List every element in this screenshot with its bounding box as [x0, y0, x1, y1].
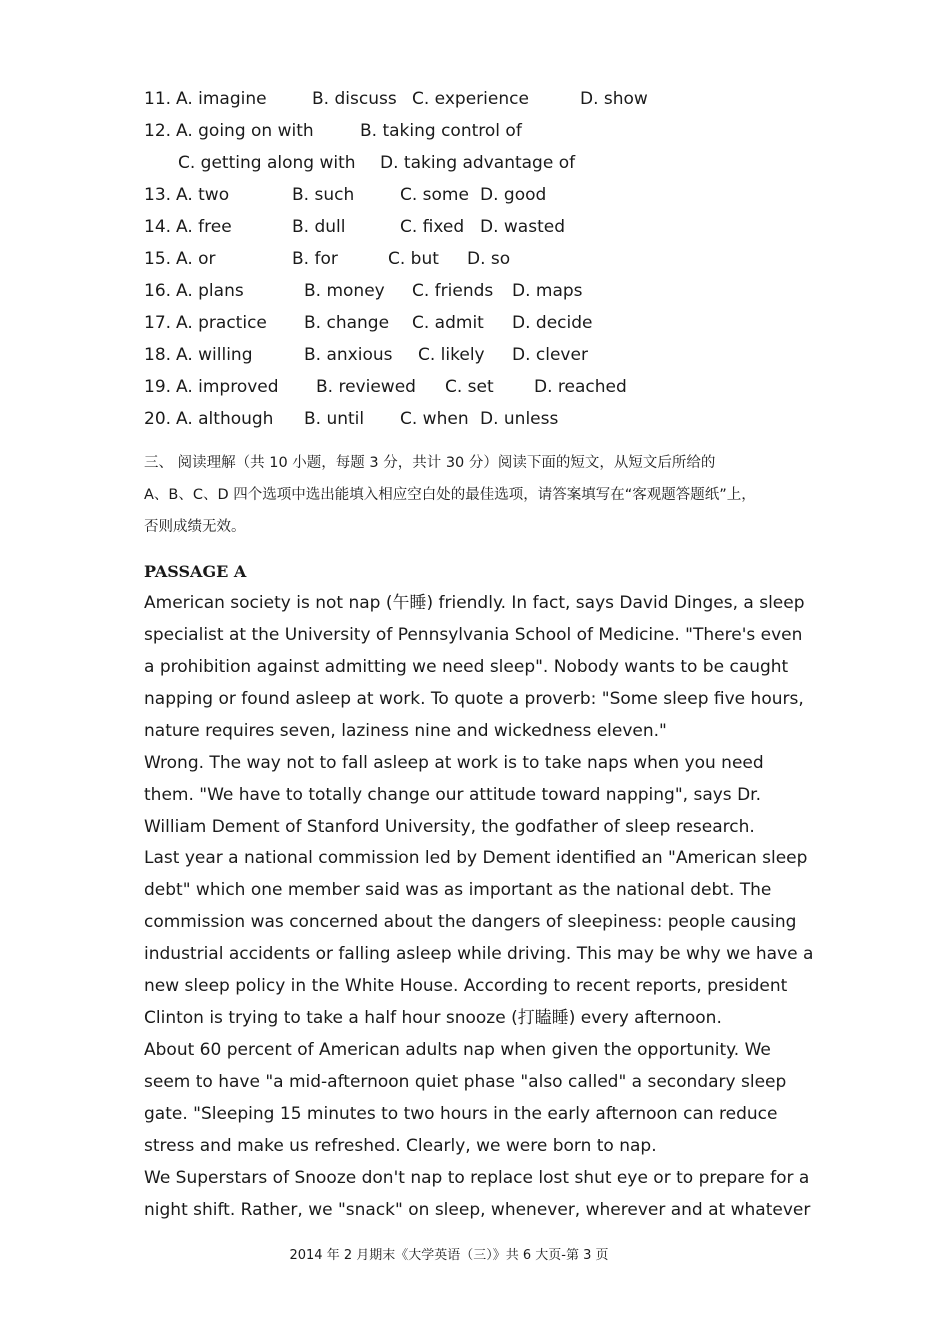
question-number: 11.: [144, 89, 172, 109]
passage-line: American society is not nap (午睡) friendly. In fact, says David Dinges, a sleep: [144, 593, 805, 613]
option-c: C. some: [400, 185, 469, 205]
passage-line: Last year a national commission led by Dement identified an "American sleep: [144, 848, 808, 868]
passage-line: industrial accidents or falling asleep while driving. This may be why we have a: [144, 944, 814, 964]
question-number: 16.: [144, 281, 172, 301]
option-c: C. set: [445, 377, 494, 397]
option-b: B. taking control of: [360, 121, 522, 141]
passage-line: nature requires seven, laziness nine and wickedness eleven.": [144, 721, 667, 741]
section-instructions-line-2: A、B、C、D 四个选项中选出能填入相应空白处的最佳选项，请答案填写在“客观题答题纸”上，: [144, 487, 756, 503]
question-number: 12.: [144, 121, 172, 141]
option-b: B. dull: [292, 217, 346, 237]
passage-line: debt" which one member said was as important as the national debt. The: [144, 880, 772, 900]
option-b: B. change: [304, 313, 390, 333]
question-16: [144, 278, 844, 304]
option-d: D. so: [467, 249, 511, 269]
option-d: D. good: [480, 185, 547, 205]
option-d: D. unless: [480, 409, 559, 429]
option-c: C. admit: [412, 313, 484, 333]
passage-line: Wrong. The way not to fall asleep at work is to take naps when you need: [144, 753, 764, 773]
passage-line: William Dement of Stanford University, the godfather of sleep research.: [144, 817, 755, 837]
section-instructions-line-3: 否则成绩无效。: [144, 519, 246, 535]
question-number: 18.: [144, 345, 172, 365]
option-d: D. clever: [512, 345, 588, 365]
passage-line: new sleep policy in the White House. According to recent reports, president: [144, 976, 788, 996]
footer-text: 2014 年 2 月期末《大学英语（三）》共 6 大页-第 3 页: [289, 1248, 609, 1263]
option-a: A. imagine: [176, 89, 267, 109]
passage-line: Clinton is trying to take a half hour snooze (打瞌睡) every afternoon.: [144, 1008, 722, 1028]
question-12-continued: [144, 150, 844, 176]
option-d: D. maps: [512, 281, 583, 301]
option-b: B. reviewed: [316, 377, 416, 397]
option-a: A. improved: [176, 377, 279, 397]
passage-line: them. "We have to totally change our attitude toward napping", says Dr.: [144, 785, 761, 805]
passage-line: night shift. Rather, we "snack" on sleep, whenever, wherever and at whatever: [144, 1200, 811, 1220]
option-b: B. until: [304, 409, 365, 429]
option-c: C. when: [400, 409, 469, 429]
option-c: C. fixed: [400, 217, 465, 237]
question-number: 15.: [144, 249, 172, 269]
passage-line: commission was concerned about the dangers of sleepiness: people causing: [144, 912, 797, 932]
question-number: 13.: [144, 185, 172, 205]
question-11: [144, 86, 844, 112]
option-d: D. reached: [534, 377, 627, 397]
option-a: A. two: [176, 185, 230, 205]
question-number: 20.: [144, 409, 172, 429]
option-a: A. plans: [176, 281, 244, 301]
option-b: B. for: [292, 249, 338, 269]
question-13: [144, 182, 844, 208]
passage-line: specialist at the University of Pennsylvania School of Medicine. "There's even: [144, 625, 803, 645]
passage-title: PASSAGE A: [144, 562, 247, 581]
option-c: C. but: [388, 249, 439, 269]
passage-line: napping or found asleep at work. To quote a proverb: "Some sleep five hours,: [144, 689, 804, 709]
option-a: A. although: [176, 409, 274, 429]
option-b: B. anxious: [304, 345, 393, 365]
option-c: C. likely: [418, 345, 485, 365]
option-c: C. friends: [412, 281, 494, 301]
option-d: D. taking advantage of: [380, 153, 576, 173]
question-20: [144, 406, 844, 432]
question-19: [144, 374, 844, 400]
question-17: [144, 310, 844, 336]
option-c: C. getting along with: [178, 153, 356, 173]
question-14: [144, 214, 844, 240]
option-a: A. practice: [176, 313, 267, 333]
option-a: A. going on with: [176, 121, 314, 141]
passage-line: We Superstars of Snooze don't nap to replace lost shut eye or to prepare for a: [144, 1168, 810, 1188]
question-15: [144, 246, 844, 272]
option-b: B. such: [292, 185, 355, 205]
passage-line: gate. "Sleeping 15 minutes to two hours in the early afternoon can reduce: [144, 1104, 778, 1124]
option-a: A. willing: [176, 345, 253, 365]
section-instructions-line-1: 三、 阅读理解（共 10 小题，每题 3 分，共计 30 分）阅读下面的短文，从短文后所给的: [144, 455, 716, 471]
option-b: B. discuss: [312, 89, 397, 109]
option-d: D. show: [580, 89, 648, 109]
question-number: 19.: [144, 377, 172, 397]
passage-line: a prohibition against admitting we need sleep". Nobody wants to be caught: [144, 657, 789, 677]
option-a: A. or: [176, 249, 216, 269]
passage-line: stress and make us refreshed. Clearly, we were born to nap.: [144, 1136, 657, 1156]
page-footer: [0, 1246, 950, 1266]
passage-line: About 60 percent of American adults nap when given the opportunity. We: [144, 1040, 771, 1060]
question-18: [144, 342, 844, 368]
option-c: C. experience: [412, 89, 529, 109]
question-number: 17.: [144, 313, 172, 333]
question-number: 14.: [144, 217, 172, 237]
option-b: B. money: [304, 281, 385, 301]
question-12: [144, 118, 844, 144]
option-d: D. wasted: [480, 217, 565, 237]
option-d: D. decide: [512, 313, 593, 333]
passage-line: seem to have "a mid-afternoon quiet phase "also called" a secondary sleep: [144, 1072, 787, 1092]
option-a: A. free: [176, 217, 232, 237]
